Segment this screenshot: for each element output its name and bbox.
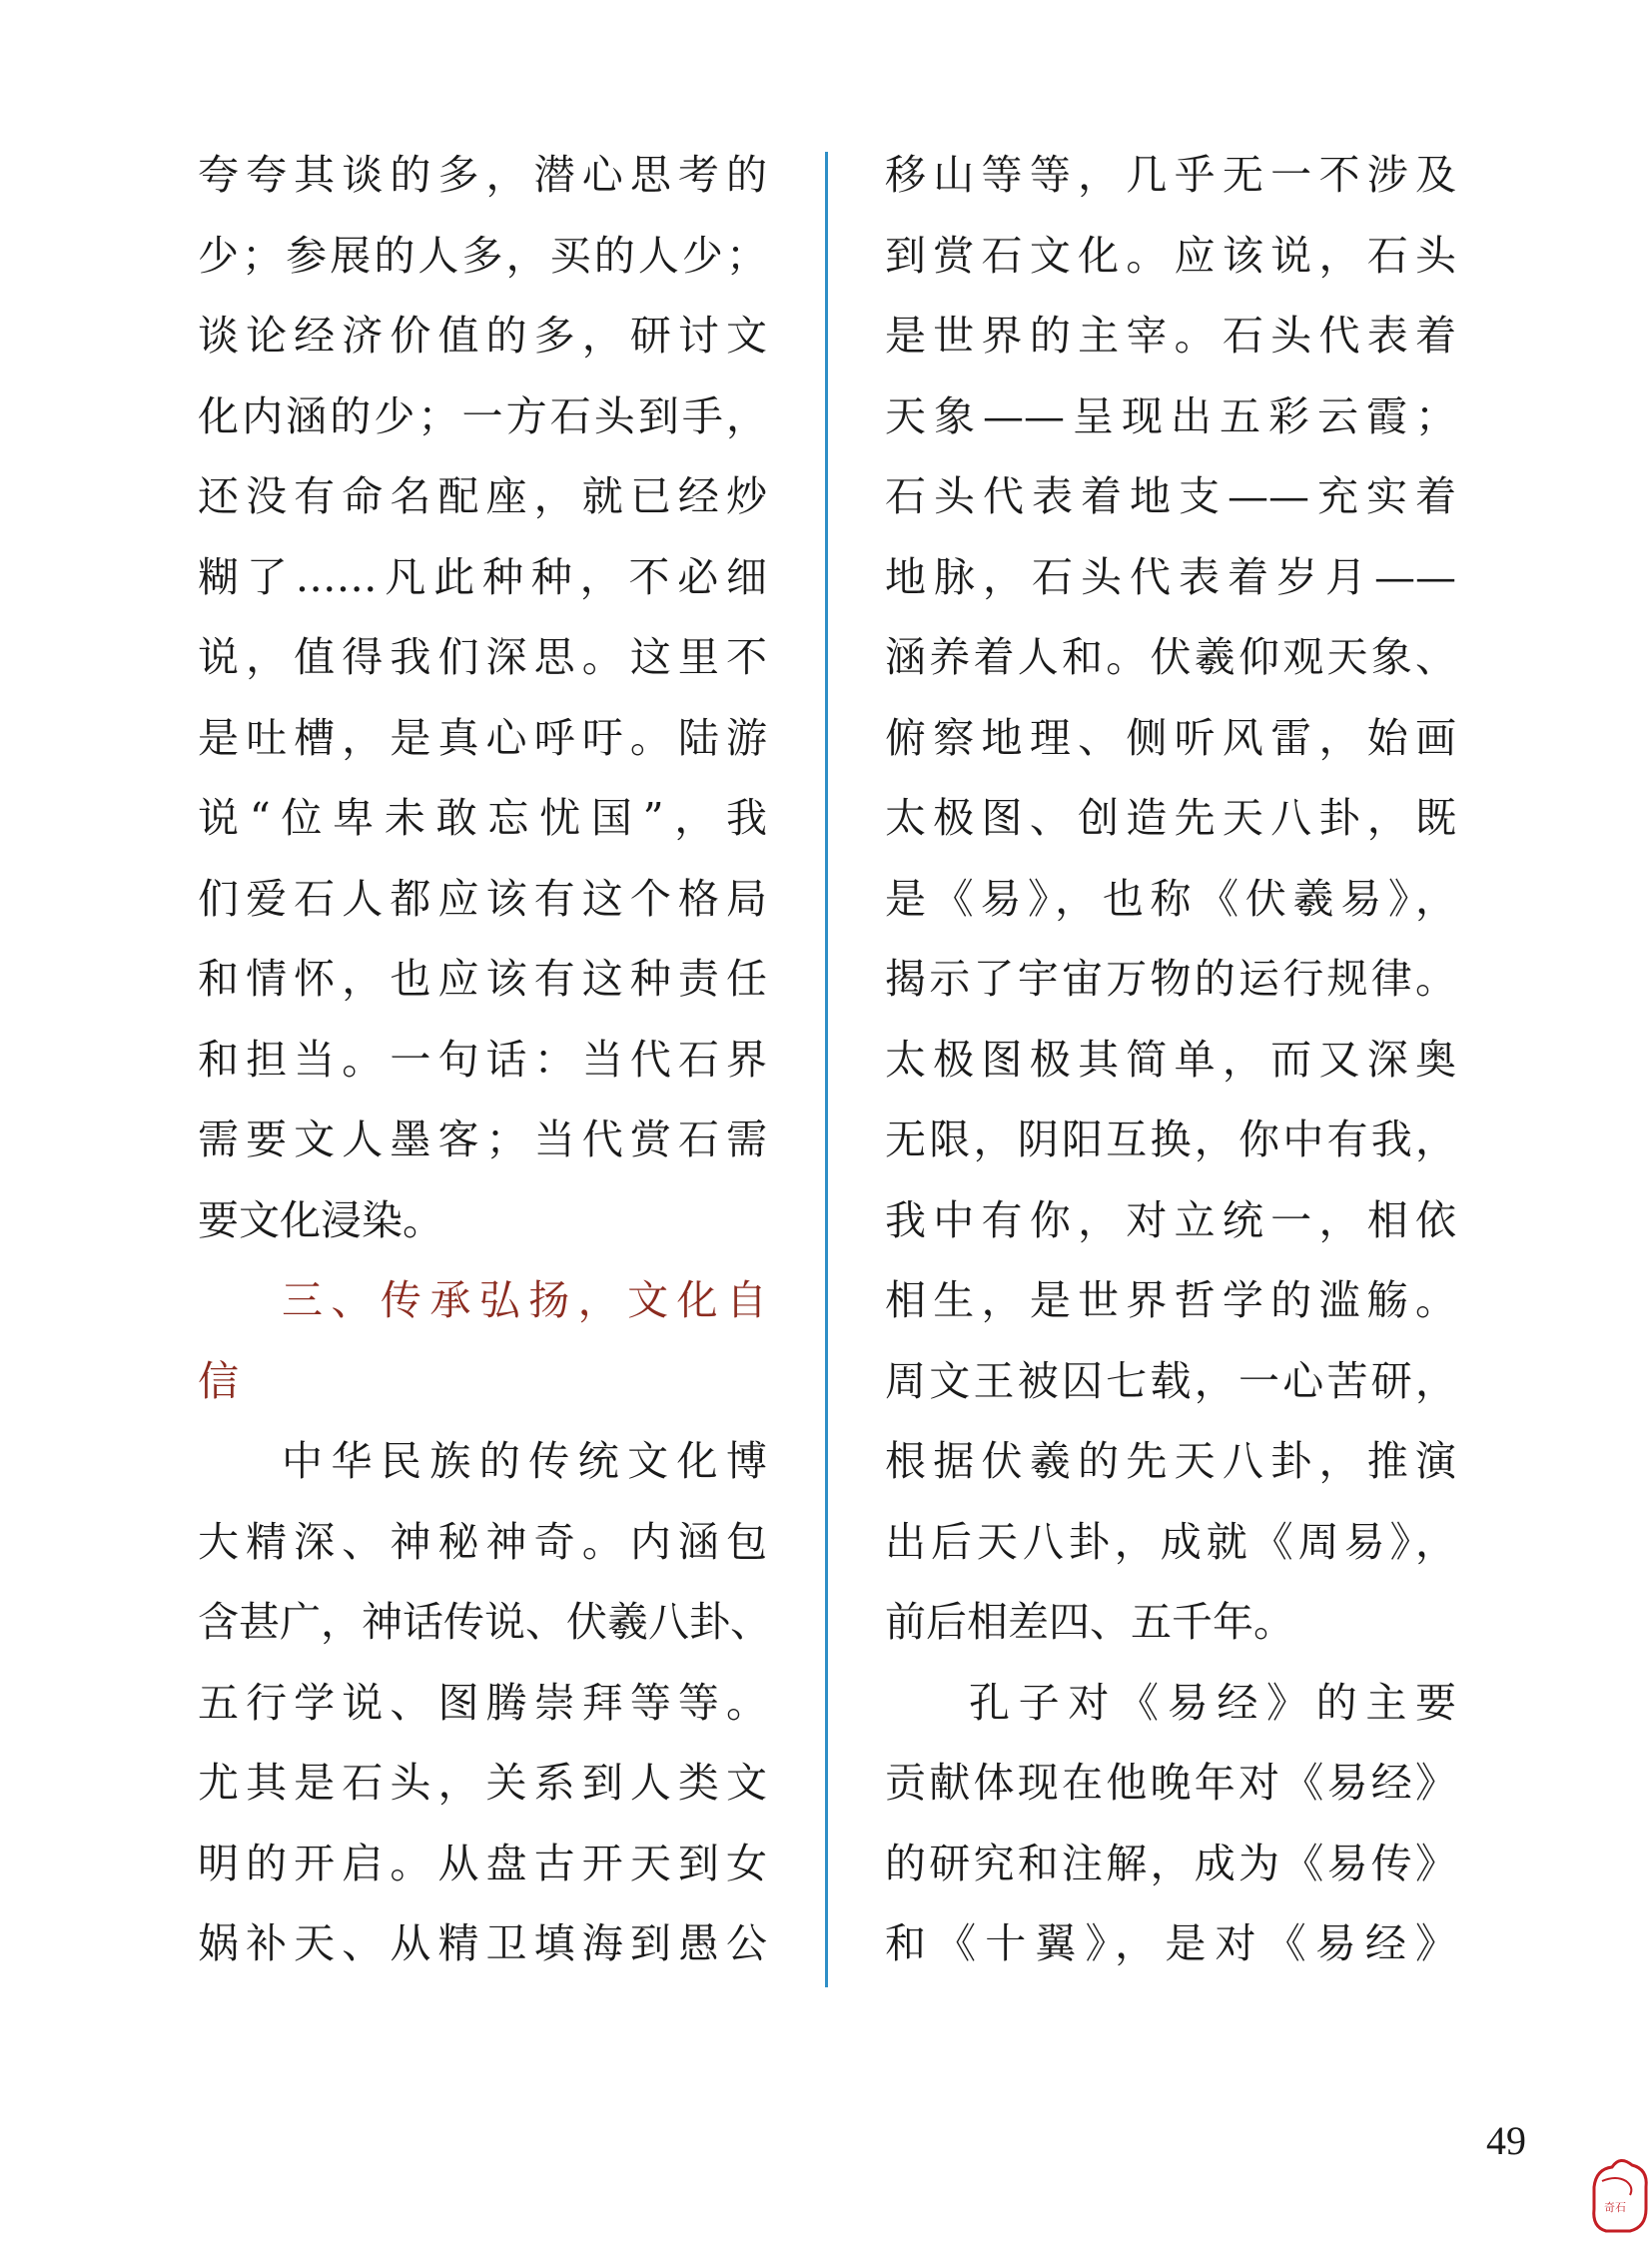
text-line: 我中有你，对立统一，相依 xyxy=(885,1195,1456,1244)
text-line: 是《易》，也称《伏羲易》， xyxy=(885,874,1456,923)
column-divider xyxy=(825,152,828,1987)
text-line: 孔子对《易经》的主要 xyxy=(969,1678,1456,1727)
text-line: 少；参展的人多，买的人少； xyxy=(198,231,767,280)
text-line: 夸夸其谈的多，潜心思考的 xyxy=(198,151,767,199)
section-heading-line: 信 xyxy=(198,1356,239,1405)
seal-flourish xyxy=(1602,2178,1631,2195)
text-line: 涵养着人和。伏羲仰观天象、 xyxy=(885,633,1456,681)
text-line: 含甚广，神话传说、伏羲八卦、 xyxy=(198,1598,771,1646)
text-line: 糊了……凡此种种，不必细 xyxy=(198,552,767,601)
section-heading-line: 三、传承弘扬，文化自 xyxy=(282,1276,767,1324)
text-line: 是吐槽，是真心呼吁。陆游 xyxy=(198,713,767,762)
text-line: 移山等等，几乎无一不涉及 xyxy=(885,151,1456,199)
text-line: 和《十翼》，是对《易经》 xyxy=(885,1919,1456,1967)
text-line: 娲补天、从精卫填海到愚公 xyxy=(198,1919,767,1967)
text-line: 太极图、创造先天八卦，既 xyxy=(885,794,1456,842)
text-line: 地脉，石头代表着岁月—— xyxy=(885,552,1456,601)
text-line: 相生，是世界哲学的滥觞。 xyxy=(885,1276,1456,1324)
text-line: 五行学说、图腾崇拜等等。 xyxy=(198,1678,767,1727)
text-line: 贡献体现在他晚年对《易经》 xyxy=(885,1759,1456,1807)
text-line: 尤其是石头，关系到人类文 xyxy=(198,1759,767,1807)
text-line: 们爱石人都应该有这个格局 xyxy=(198,874,767,923)
text-line: 无限，阴阳互换，你中有我， xyxy=(885,1116,1456,1163)
seal-logo xyxy=(1586,2147,1652,2237)
text-line: 要文化浸染。 xyxy=(198,1195,443,1244)
text-line: 和担当。一句话：当代石界 xyxy=(198,1035,767,1084)
text-line: 说，值得我们深思。这里不 xyxy=(198,633,767,681)
text-line: 天象——呈现出五彩云霞； xyxy=(885,391,1456,440)
left-column xyxy=(198,148,771,1997)
text-line: 根据伏羲的先天八卦，推演 xyxy=(885,1437,1456,1485)
text-line: 化内涵的少；一方石头到手， xyxy=(198,391,767,440)
page-number: 49 xyxy=(1486,2118,1526,2163)
text-line: 揭示了宇宙万物的运行规律。 xyxy=(885,955,1456,1003)
right-column xyxy=(885,148,1456,1997)
text-line: 明的开启。从盘古开天到女 xyxy=(198,1839,767,1887)
text-line: 太极图极其简单，而又深奥 xyxy=(885,1035,1456,1084)
seal-text: 奇石 xyxy=(1604,2201,1626,2214)
text-line: 出后天八卦，成就《周易》， xyxy=(885,1517,1456,1566)
text-line: 到赏石文化。应该说，石头 xyxy=(885,231,1456,280)
text-line: 谈论经济价值的多，研讨文 xyxy=(198,312,767,360)
text-line: 的研究和注解，成为《易传》 xyxy=(885,1839,1456,1887)
text-line: 石头代表着地支——充实着 xyxy=(885,472,1456,520)
text-line: 前后相差四、五千年。 xyxy=(885,1598,1294,1646)
text-line: 和情怀，也应该有这种责任 xyxy=(198,955,767,1003)
text-line: 俯察地理、侧听风雷，始画 xyxy=(885,713,1456,762)
text-line: 需要文人墨客；当代赏石需 xyxy=(198,1116,767,1163)
text-line: 是世界的主宰。石头代表着 xyxy=(885,312,1456,360)
text-line: 说“位卑未敢忘忧国”，我 xyxy=(198,794,767,842)
seal-emblem-shape xyxy=(1594,2160,1646,2231)
text-line: 中华民族的传统文化博 xyxy=(282,1437,767,1485)
text-line: 还没有命名配座，就已经炒 xyxy=(198,472,767,520)
text-line: 周文王被囚七载，一心苦研， xyxy=(885,1356,1456,1405)
text-line: 大精深、神秘神奇。内涵包 xyxy=(198,1517,767,1566)
